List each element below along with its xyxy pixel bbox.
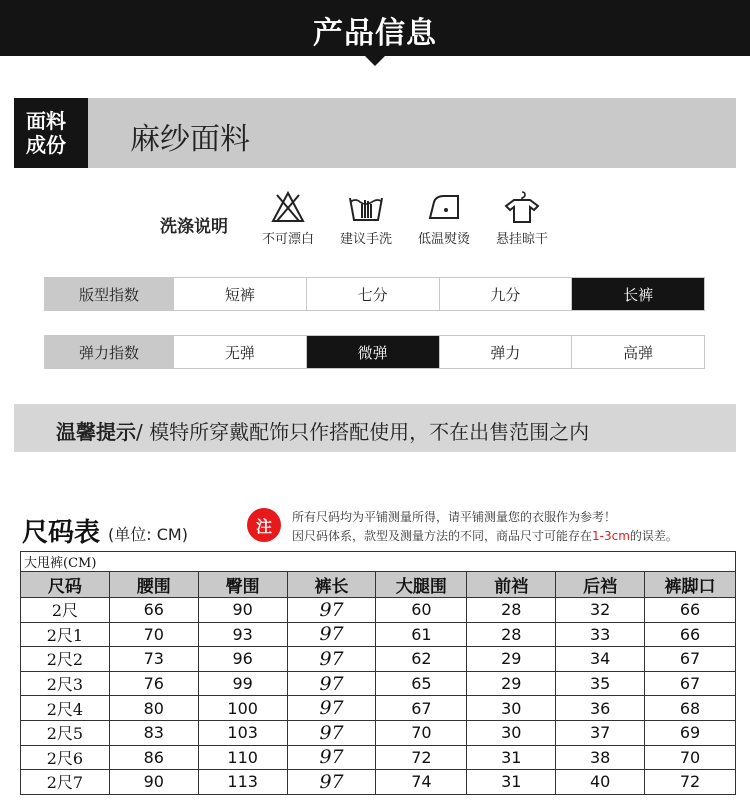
cell-front-rise: 30 <box>467 696 556 721</box>
note-line-1: 所有尺码均为平铺测量所得，请平铺测量您的衣服作为参考！ <box>292 510 617 524</box>
table-row <box>21 720 736 745</box>
cell-front-rise: 30 <box>467 720 556 745</box>
cell-hip: 100 <box>198 696 287 721</box>
cell-thigh: 70 <box>376 720 467 745</box>
stretch-option-slight: 微弹 <box>306 336 439 368</box>
table-row <box>21 598 736 623</box>
wash-item-no-bleach <box>243 190 333 247</box>
cell-waist: 80 <box>109 696 198 721</box>
note-line-2-before: 因尺码体系，款型及测量方法的不同，商品尺寸可能存在 <box>292 529 593 543</box>
table-row <box>21 671 736 696</box>
size-chart-title: 尺码表 <box>22 518 101 548</box>
cell-size: 2尺4 <box>21 696 110 721</box>
fabric-value: 麻纱面料 <box>130 122 250 157</box>
fit-option-long: 长裤 <box>571 278 704 310</box>
size-table <box>20 551 736 795</box>
cell-waist: 73 <box>109 647 198 672</box>
cell-waist: 83 <box>109 720 198 745</box>
table-row <box>21 770 736 795</box>
cell-back-rise: 38 <box>556 745 645 770</box>
note-badge: 注 <box>247 508 281 542</box>
fit-index-label: 版型指数 <box>45 278 173 310</box>
section-title: 产品信息 <box>313 16 437 51</box>
tips-text <box>56 416 589 445</box>
wash-label: 低温熨烫 <box>417 232 470 247</box>
tips-message: 模特所穿戴配饰只作搭配使用，不在出售范围之内 <box>149 420 590 444</box>
table-caption: 大甩裤(CM) <box>21 552 736 572</box>
cell-length: 97 <box>287 622 376 647</box>
cell-waist: 76 <box>109 671 198 696</box>
iron-low-icon <box>424 190 464 224</box>
tips-label: 温馨提示 <box>56 420 136 444</box>
header-length: 裤长 <box>287 572 376 598</box>
cell-size: 2尺5 <box>21 720 110 745</box>
cell-length: 97 <box>287 671 376 696</box>
cell-size: 2尺6 <box>21 745 110 770</box>
hand-wash-icon <box>346 190 386 224</box>
cell-leg-opening: 70 <box>645 745 736 770</box>
fabric-band <box>14 98 736 168</box>
cell-leg-opening: 72 <box>645 770 736 795</box>
cell-size: 2尺 <box>21 598 110 623</box>
wash-label: 不可漂白 <box>261 232 314 247</box>
cell-thigh: 72 <box>376 745 467 770</box>
table-row <box>21 696 736 721</box>
cell-front-rise: 29 <box>467 647 556 672</box>
header-thigh: 大腿围 <box>376 572 467 598</box>
stretch-index-label: 弹力指数 <box>45 336 173 368</box>
cell-front-rise: 31 <box>467 770 556 795</box>
cell-back-rise: 37 <box>556 720 645 745</box>
cell-front-rise: 28 <box>467 598 556 623</box>
fit-index-row <box>44 277 705 311</box>
stretch-option-stretch: 弹力 <box>439 336 572 368</box>
no-bleach-icon <box>270 190 306 224</box>
cell-leg-opening: 68 <box>645 696 736 721</box>
cell-front-rise: 29 <box>467 671 556 696</box>
size-chart-unit: (单位: CM) <box>108 525 188 544</box>
header-size: 尺码 <box>21 572 110 598</box>
header-waist: 腰围 <box>109 572 198 598</box>
cell-hip: 93 <box>198 622 287 647</box>
cell-leg-opening: 66 <box>645 622 736 647</box>
header-arrow-icon <box>365 56 385 66</box>
wash-item-iron-low <box>399 190 489 247</box>
cell-waist: 66 <box>109 598 198 623</box>
cell-leg-opening: 67 <box>645 671 736 696</box>
cell-hip: 110 <box>198 745 287 770</box>
header-hip: 臀围 <box>198 572 287 598</box>
cell-waist: 70 <box>109 622 198 647</box>
wash-title: 洗涤说明 <box>160 217 228 237</box>
fit-option-short: 短裤 <box>173 278 306 310</box>
cell-length: 97 <box>287 770 376 795</box>
wash-label: 悬挂晾干 <box>495 232 548 247</box>
stretch-option-none: 无弹 <box>173 336 306 368</box>
wash-label: 建议手洗 <box>339 232 392 247</box>
note-line-2-after: 的误差。 <box>629 529 678 543</box>
fabric-label-line1: 面料 <box>26 109 66 133</box>
table-row <box>21 745 736 770</box>
cell-back-rise: 32 <box>556 598 645 623</box>
cell-back-rise: 34 <box>556 647 645 672</box>
cell-waist: 90 <box>109 770 198 795</box>
cell-thigh: 74 <box>376 770 467 795</box>
cell-front-rise: 28 <box>467 622 556 647</box>
cell-length: 97 <box>287 745 376 770</box>
cell-back-rise: 33 <box>556 622 645 647</box>
cell-length: 97 <box>287 647 376 672</box>
cell-front-rise: 31 <box>467 745 556 770</box>
cell-leg-opening: 69 <box>645 720 736 745</box>
cell-hip: 96 <box>198 647 287 672</box>
fit-option-ankle: 九分 <box>439 278 572 310</box>
cell-leg-opening: 66 <box>645 598 736 623</box>
cell-length: 97 <box>287 598 376 623</box>
cell-hip: 103 <box>198 720 287 745</box>
cell-size: 2尺7 <box>21 770 110 795</box>
header-front-rise: 前裆 <box>467 572 556 598</box>
cell-length: 97 <box>287 696 376 721</box>
cell-thigh: 61 <box>376 622 467 647</box>
note-tolerance: 1-3cm <box>592 529 630 543</box>
cell-waist: 86 <box>109 745 198 770</box>
cell-leg-opening: 67 <box>645 647 736 672</box>
cell-size: 2尺3 <box>21 671 110 696</box>
fabric-label <box>14 98 88 168</box>
table-row <box>21 647 736 672</box>
cell-hip: 113 <box>198 770 287 795</box>
cell-thigh: 65 <box>376 671 467 696</box>
cell-thigh: 62 <box>376 647 467 672</box>
header-back-rise: 后裆 <box>556 572 645 598</box>
cell-thigh: 60 <box>376 598 467 623</box>
cell-size: 2尺2 <box>21 647 110 672</box>
tips-separator: / <box>136 420 143 444</box>
wash-item-hand-wash <box>321 190 411 247</box>
fit-option-cropped: 七分 <box>306 278 439 310</box>
note-line-2 <box>292 527 678 544</box>
header-leg-opening: 裤脚口 <box>645 572 736 598</box>
cell-hip: 99 <box>198 671 287 696</box>
cell-length: 97 <box>287 720 376 745</box>
table-row <box>21 622 736 647</box>
cell-hip: 90 <box>198 598 287 623</box>
fabric-label-line2: 成份 <box>26 133 66 157</box>
cell-back-rise: 35 <box>556 671 645 696</box>
hang-dry-icon <box>502 190 542 224</box>
stretch-index-row <box>44 335 705 369</box>
cell-size: 2尺1 <box>21 622 110 647</box>
cell-back-rise: 36 <box>556 696 645 721</box>
wash-item-hang-dry <box>477 190 567 247</box>
stretch-option-high: 高弹 <box>571 336 704 368</box>
table-header-row <box>21 572 736 598</box>
cell-back-rise: 40 <box>556 770 645 795</box>
section-header <box>0 0 750 56</box>
cell-thigh: 67 <box>376 696 467 721</box>
